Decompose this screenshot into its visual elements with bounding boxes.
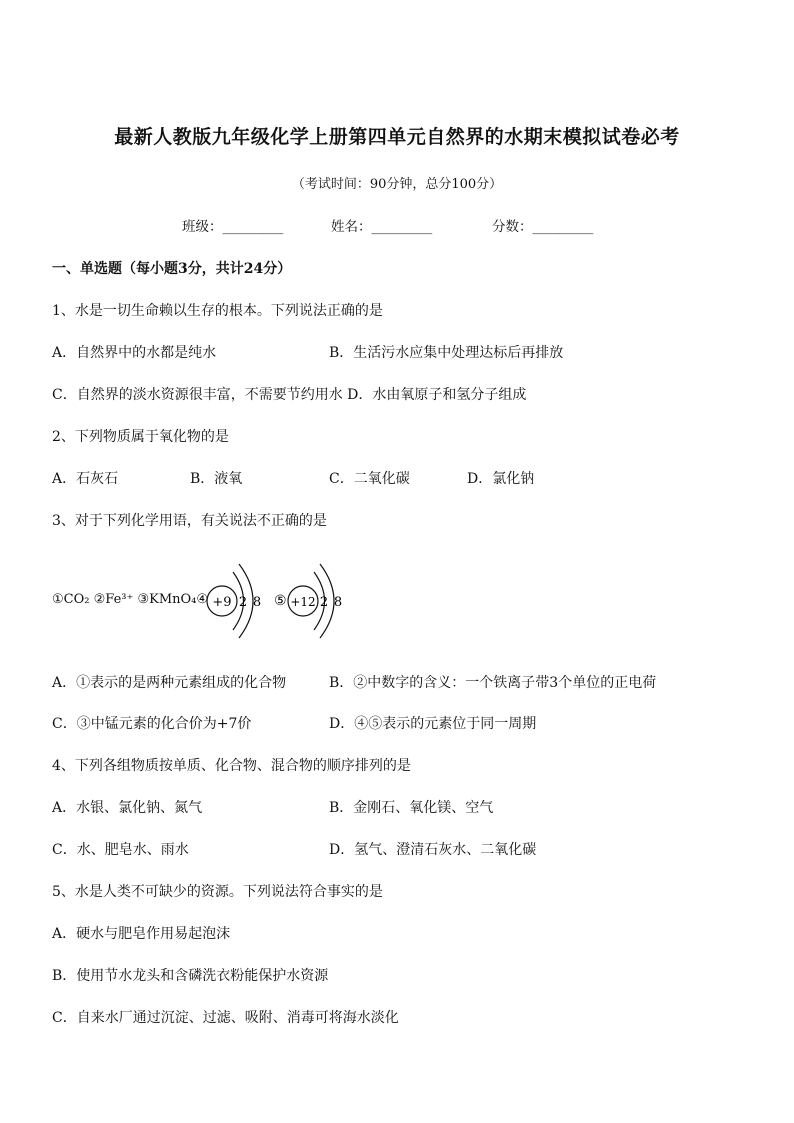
atom-structure-diagrams (52, 560, 372, 644)
q3-option-a: A．①表示的是两种元素组成的化合物 (52, 675, 287, 691)
atom4-shell2-electrons: 8 (252, 595, 262, 610)
atom5-shell1-electrons: 2 (319, 595, 329, 610)
atom4-nucleus-charge: +9 (212, 595, 232, 610)
q3-chemical-diagram (52, 560, 372, 644)
q2-option-c: C．二氧化碳 (329, 471, 410, 487)
q4-option-b: B．金刚石、氧化镁、空气 (329, 800, 494, 816)
q3-option-c: C．③中锰元素的化合价为+7价 (52, 716, 252, 732)
score-field: 分数：_________ (492, 219, 594, 235)
class-field: 班级：_________ (182, 219, 284, 235)
q3-label-5: ⑤ (274, 593, 287, 609)
q1-stem: 1、水是一切生命赖以生存的根本。下列说法正确的是 (52, 303, 383, 319)
q1-option-cd: C．自然界的淡水资源很丰富，不需要节约用水 D．水由氧原子和氢分子组成 (52, 387, 527, 403)
q4-stem: 4、下列各组物质按单质、化合物、混合物的顺序排列的是 (52, 758, 411, 774)
q2-option-d: D．氯化钠 (467, 471, 535, 487)
atom-diagram-5 (288, 564, 342, 638)
q3-option-d: D．④⑤表示的元素位于同一周期 (329, 716, 537, 732)
q3-option-b: B．②中数字的含义：一个铁离子带3个单位的正电荷 (329, 675, 657, 691)
q5-option-a: A．硬水与肥皂作用易起泡沫 (52, 926, 231, 942)
q5-option-c: C．自来水厂通过沉淀、过滤、吸附、消毒可将海水淡化 (52, 1010, 399, 1026)
q2-option-a: A．石灰石 (52, 471, 119, 487)
atom5-nucleus-charge: +12 (290, 595, 316, 609)
q1-option-b: B．生活污水应集中处理达标后再排放 (329, 345, 564, 361)
atom4-shell1-electrons: 2 (238, 595, 248, 610)
q2-stem: 2、下列物质属于氧化物的是 (52, 429, 229, 445)
q3-stem: 3、对于下列化学用语，有关说法不正确的是 (52, 513, 327, 529)
q4-option-a: A．水银、氯化钠、氮气 (52, 800, 203, 816)
q1-option-a: A．自然界中的水都是纯水 (52, 345, 217, 361)
q5-option-b: B．使用节水龙头和含磷洗衣粉能保护水资源 (52, 968, 329, 984)
exam-subtitle: （考试时间：90分钟，总分100分） (291, 177, 503, 192)
name-field: 姓名：_________ (331, 219, 433, 235)
atom-diagram-4 (207, 564, 261, 638)
q5-stem: 5、水是人类不可缺少的资源。下列说法符合事实的是 (52, 884, 383, 900)
page-title: 最新人教版九年级化学上册第四单元自然界的水期末模拟试卷必考 (114, 126, 680, 148)
atom5-shell2-electrons: 8 (333, 595, 343, 610)
q4-option-c: C．水、肥皂水、雨水 (52, 842, 189, 858)
q3-formula-list: ①CO₂ ②Fe³⁺ ③KMnO₄④ (52, 592, 209, 607)
q4-option-d: D．氢气、澄清石灰水、二氧化碳 (329, 842, 537, 858)
q2-option-b: B．液氧 (190, 471, 243, 487)
section-heading: 一、单选题（每小题3分，共计24分） (52, 261, 292, 277)
